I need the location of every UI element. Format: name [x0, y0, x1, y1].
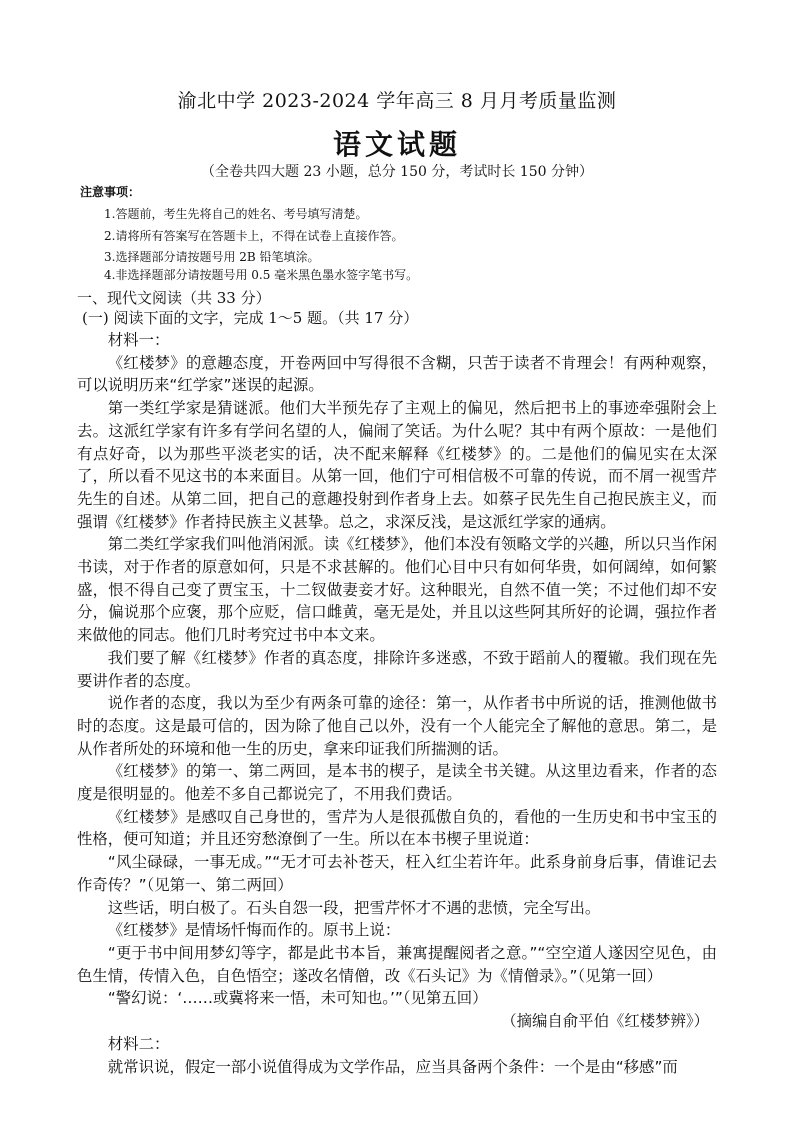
passage-paragraph: 第二类红学家我们叫他消闲派。读《红楼梦》，他们本没有领略文学的兴趣，所以只当作闲书读，对于作者的原意如何，只是不求甚解的。他们心目中只有如何华贵，如何阔绰，如何繁盛，恨不得自己变了贾宝玉，十二钗做妻妾才好。这种眼光，自然不值一笑；不过他们却不安分，偏说那个应褒，那个应贬，信口雌黄，毫无是处，并且以这些阿其所好的论调，强拉作者来做他的同志。他们几时考究过书中本文来。: [77, 535, 717, 645]
passage-paragraph: 《红楼梦》的第一、第二两回，是本书的楔子，是读全书关键。从这里边看来，作者的态度是很明显的。他差不多自己都说完了，不用我们费话。: [77, 762, 717, 804]
passage-source: （摘编自俞平伯《红楼梦辨》）: [501, 1012, 709, 1031]
notice-heading: 注意事项：: [80, 185, 141, 199]
section-heading: 一、现代文阅读（共 33 分）: [77, 289, 271, 307]
passage-paragraph: 我们要了解《红楼梦》作者的真态度，排除许多迷惑，不致于蹈前人的覆辙。我们现在先要讲作者的态度。: [77, 648, 717, 690]
passage-paragraph: 《红楼梦》是情场忏悔而作的。原书上说：: [107, 921, 401, 940]
passage-paragraph: 就常识说，假定一部小说值得成为文学作品，应当具备两个条件：一个是由“移感”而: [107, 1057, 678, 1076]
exam-subject-title: 语文试题: [332, 128, 461, 161]
passage-quote: “警幻说：‘……或冀将来一悟，未可知也。’”（见第五回）: [107, 989, 488, 1008]
passage-paragraph: 这些话，明白极了。石头自怨一段，把雪芹怀才不遇的悲愤，完全写出。: [107, 898, 601, 917]
notice-item: 4.非选择题部分请按题号用 0.5 毫米黑色墨水签字笔书写。: [104, 268, 419, 282]
material-label: 材料二：: [107, 1034, 170, 1053]
passage-paragraph: 第一类红学家是猜谜派。他们大半预先存了主观上的偏见，然后把书上的事迹牵强附会上去。这派红学家有许多有学问名望的人，偏闹了笑话。为什么呢？其中有两个原故：一是他们有点好奇，以为那些平淡老实的话，决不配来解释《红楼梦》的。二是他们的偏见实在太深了，所以看不见这书的本来面目。从第一回，他们宁可相信极不可靠的传说，而不屑一视雪芹先生的自述。从第二回，把自己的意趣投射到作者身上去。如蔡孑民先生自己抱民族主义，而强谓《红楼梦》作者持民族主义甚挚。总之，求深反浅，是这派红学家的通病。: [77, 399, 717, 531]
passage-paragraph: 《红楼梦》是感叹自己身世的，雪芹为人是很孤傲自负的，看他的一生历史和书中宝玉的性格，便可知道；并且还穷愁潦倒了一生。所以在本书楔子里说道：: [77, 807, 717, 849]
notice-item: 1.答题前，考生先将自己的姓名、考号填写清楚。: [104, 207, 368, 221]
material-label: 材料一：: [107, 331, 170, 349]
reading-passage: [77, 331, 717, 1078]
exam-header-title: 渝北中学 2023-2024 学年高三 8 月月考质量监测: [177, 90, 617, 112]
notice-item: 2.请将所有答案写在答题卡上，不得在试卷上直接作答。: [104, 229, 404, 243]
passage-quote: “风尘碌碌，一事无成。”“无才可去补苍天，枉入红尘若许年。此系身前身后事，倩谁记去作奇传？”（见第一、第二两回）: [77, 853, 717, 894]
passage-paragraph: 说作者的态度，我以为至少有两条可靠的途径：第一，从作者书中所说的话，推测他做书时的态度。这是最可信的，因为除了他自己以外，没有一个人能完全了解他的意思。第二，是从作者所处的环境和他一生的历史，拿来印证我们所揣测的话。: [77, 694, 717, 758]
passage-paragraph: 《红楼梦》的意趣态度，开卷两回中写得很不含糊，只苦于读者不肯理会！有两种观察，可以说明历来“红学家”迷误的起源。: [77, 353, 717, 395]
notice-item: 3.选择题部分请按题号用 2B 铅笔填涂。: [104, 250, 320, 264]
question-group-heading: (一) 阅读下面的文字，完成 1～5 题。（共 17 分）: [82, 309, 419, 327]
exam-info-subtitle: （全卷共四大题 23 小题，总分 150 分，考试时长 150 分钟）: [201, 164, 593, 180]
passage-quote: “更于书中间用梦幻等字，都是此书本旨，兼寓提醒阅者之意。”“空空道人遂因空见色，由色生情，传情入色，自色悟空；遂改名情僧，改《石头记》为《情僧录》。”（见第一回）: [77, 943, 717, 985]
